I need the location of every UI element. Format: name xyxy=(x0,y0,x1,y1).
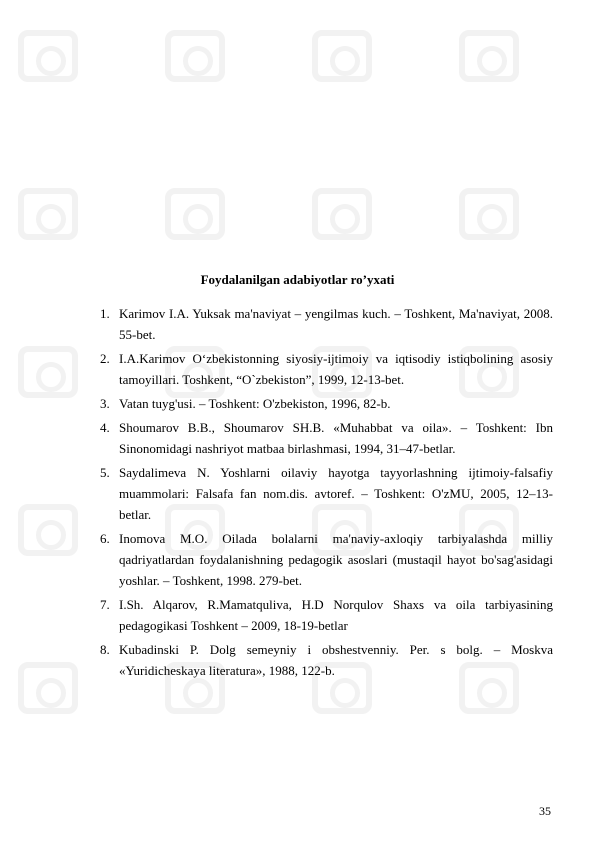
page-number: 35 xyxy=(539,804,551,818)
reference-item xyxy=(100,303,553,345)
reference-text: I.A.Karimov O‘zbekistonning siyosiy-ijtimoiy va iqtisodiy istiqbolining asosiy tamoyillari. Toshkent, “O`zbekiston”, 1999, 12-13-bet. xyxy=(119,351,553,387)
reference-text: Shoumarov B.B., Shoumarov SH.B. «Muhabbat va oila». – Toshkent: Ibn Sinonomidagi nashriyot matbaa birlashmasi, 1994, 31–47-betlar. xyxy=(119,420,553,456)
reference-number: 3. xyxy=(100,396,110,411)
reference-text: I.Sh. Alqarov, R.Mamatquliva, H.D Norqulov Shaxs va oila tarbiyasining pedagogikasi Toshkent – 2009, 18-19-betlar xyxy=(119,597,553,633)
reference-number: 7. xyxy=(100,597,110,612)
reference-number: 5. xyxy=(100,465,110,480)
reference-item xyxy=(100,528,553,591)
reference-text: Vatan tuyg'usi. – Toshkent: O'zbekiston, 1996, 82-b. xyxy=(119,396,391,411)
reference-number: 4. xyxy=(100,420,110,435)
reference-text: Karimov I.A. Yuksak ma'naviyat – yengilmas kuch. – Toshkent, Ma'naviyat, 2008. 55-bet. xyxy=(119,306,553,342)
reference-number: 8. xyxy=(100,642,110,657)
reference-text: Kubadinski P. Dolg semeyniy i obshestvenniy. Per. s bolg. – Moskva «Yuridicheskaya literatura», 1988, 122-b. xyxy=(119,642,553,678)
reference-item xyxy=(100,393,553,414)
reference-item xyxy=(100,462,553,525)
reference-number: 6. xyxy=(100,531,110,546)
reference-item xyxy=(100,594,553,636)
reference-number: 2. xyxy=(100,351,110,366)
reference-text: Inomova M.O. Oilada bolalarni ma'naviy-axloqiy tarbiyalashda milliy qadriyatlardan foydalanishning pedagogik asoslari (mustaqil hayot bo'sag'asidagi yoshlar. – Toshkent, 1998. 279-bet. xyxy=(119,531,553,588)
reference-item xyxy=(100,639,553,681)
reference-number: 1. xyxy=(100,306,110,321)
reference-text: Saydalimeva N. Yoshlarni oilaviy hayotga tayyorlashning ijtimoiy-falsafiy muammolari: Falsafa fan nom.dis. avtoref. – Toshkent: O'zMU, 2005, 12–13-betlar. xyxy=(119,465,553,522)
reference-item xyxy=(100,348,553,390)
reference-item xyxy=(100,417,553,459)
page-title: Foydalanilgan adabiyotlar ro’yxati xyxy=(200,272,395,287)
reference-list xyxy=(100,303,553,684)
